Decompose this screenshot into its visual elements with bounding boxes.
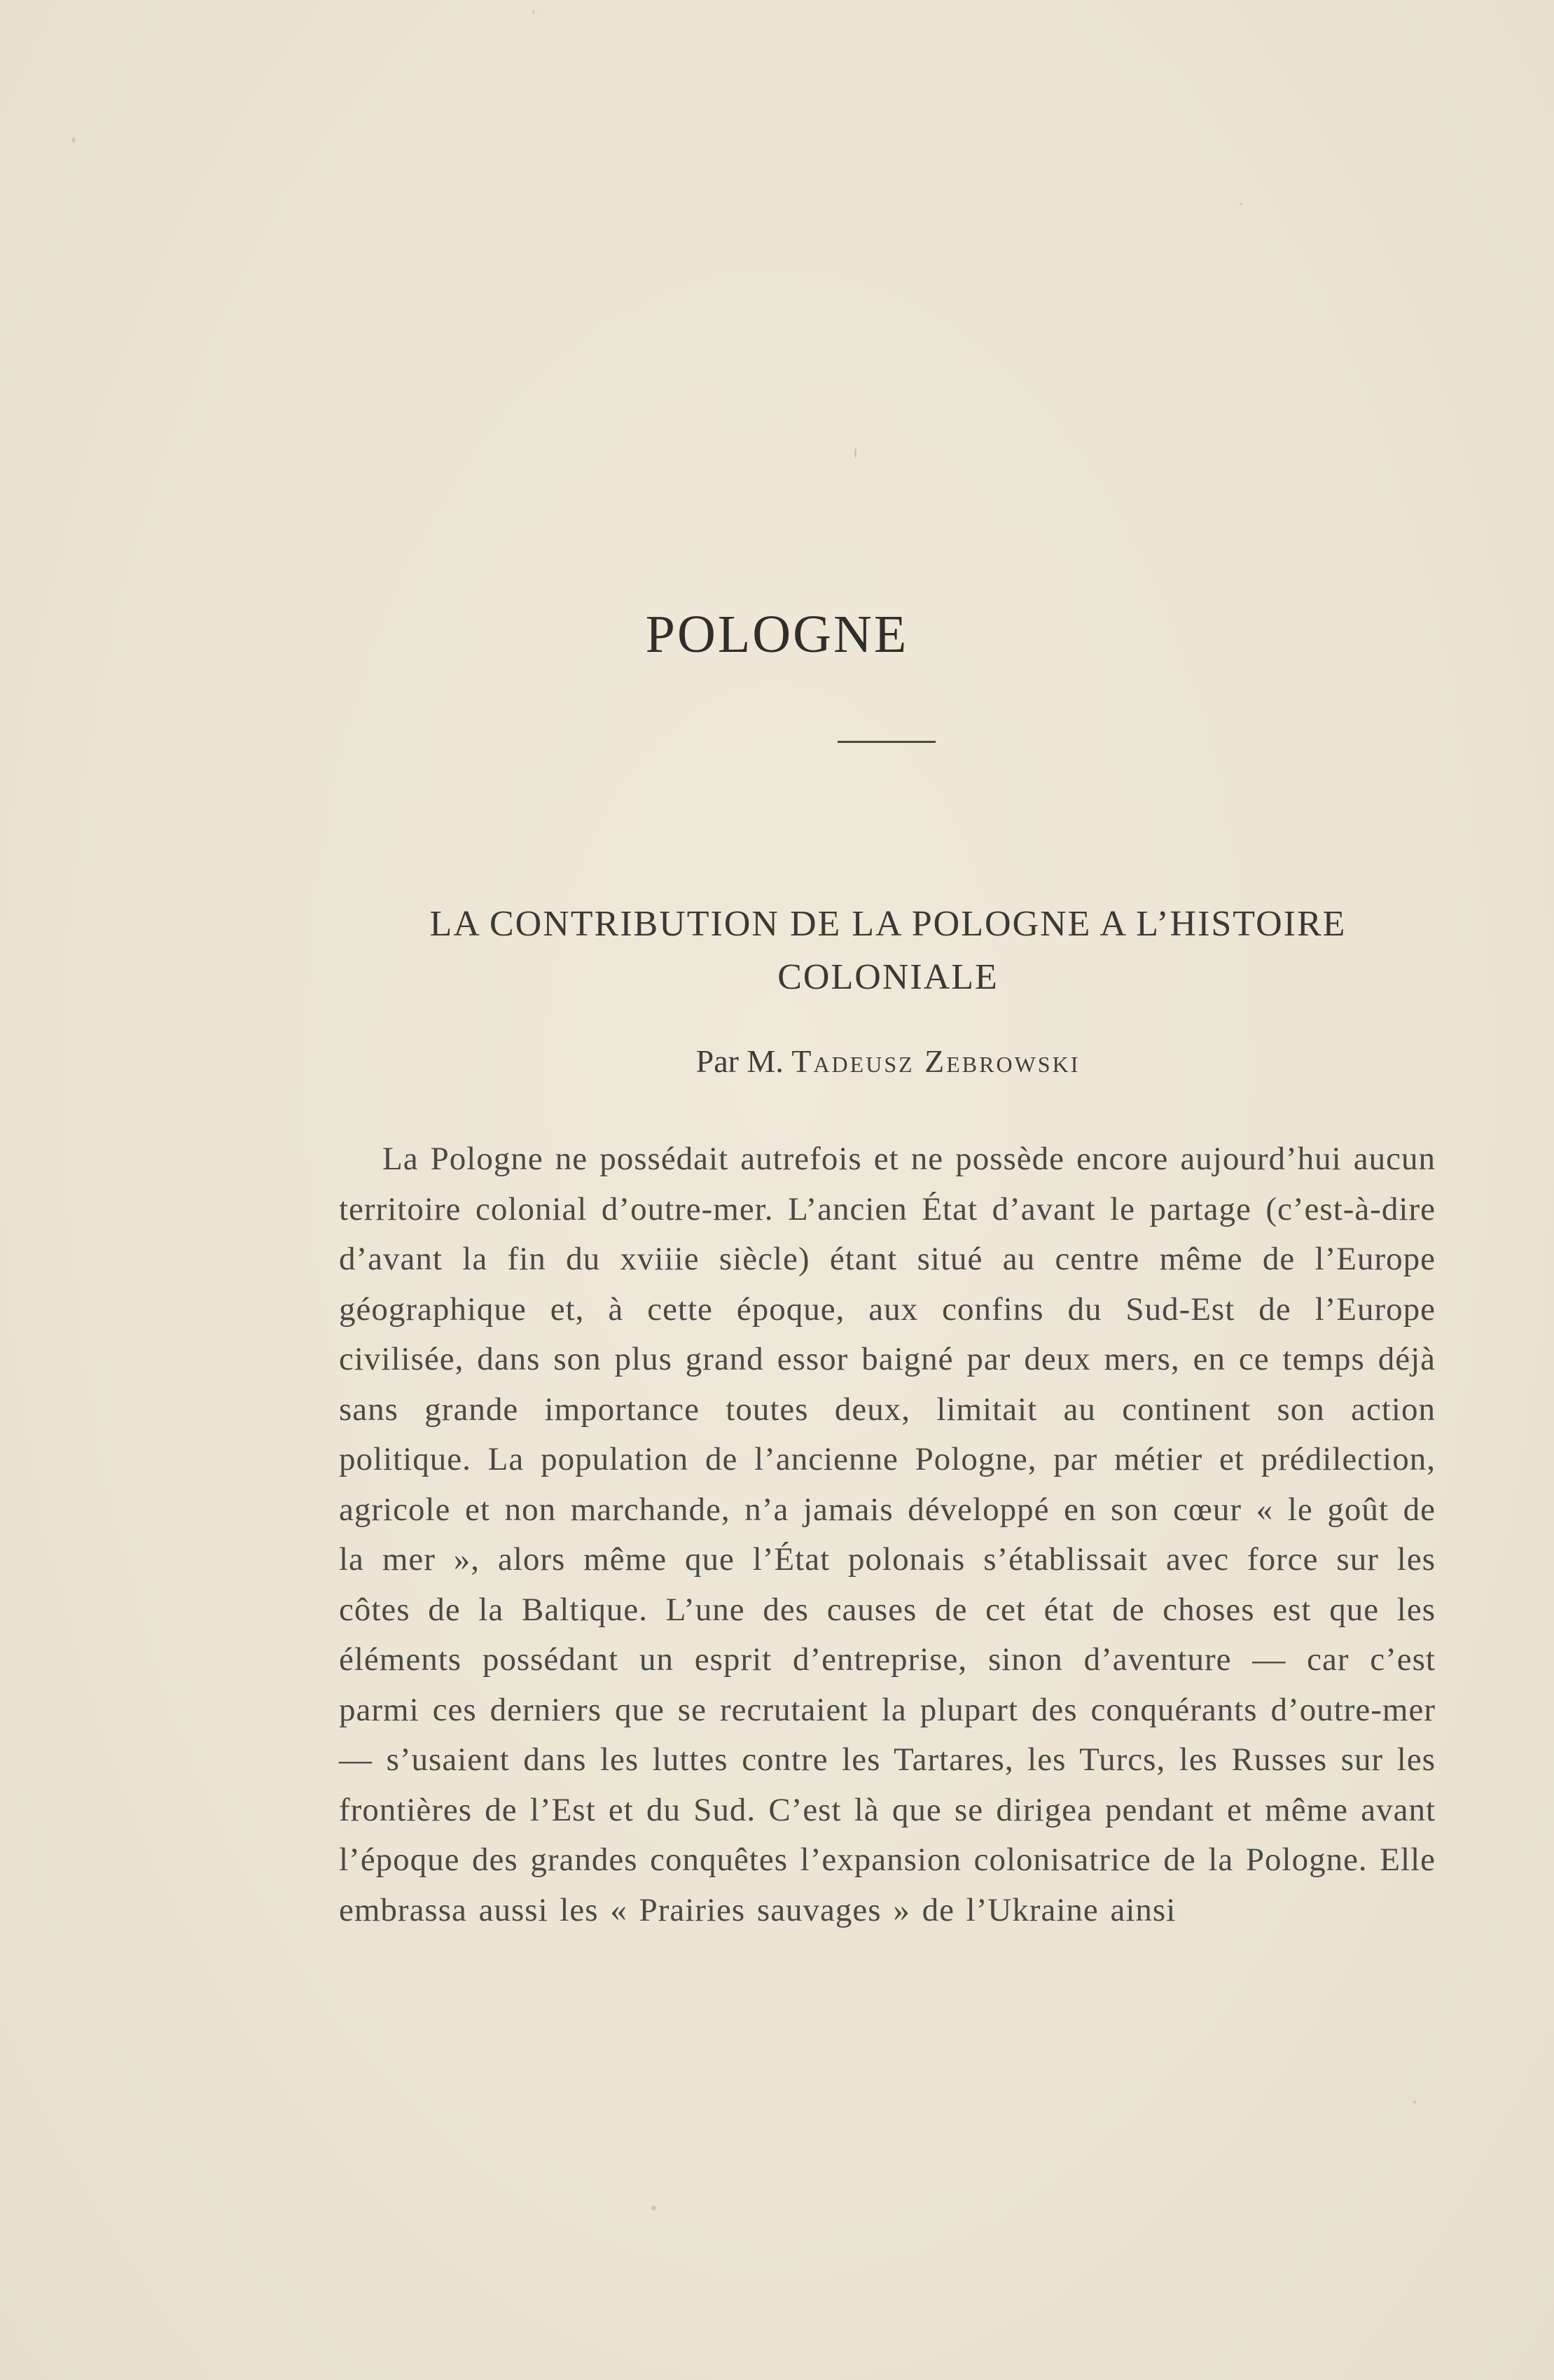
author-byline <box>342 1041 1434 1083</box>
article-subtitle <box>342 898 1434 1004</box>
paper-speck <box>72 137 75 143</box>
author-name: Tadeusz Zebrowski <box>791 1043 1081 1079</box>
subtitle-line: COLONIALE <box>777 957 999 997</box>
paper-speck <box>1240 203 1242 205</box>
paper-speck <box>1413 2101 1416 2103</box>
title-divider <box>838 741 936 743</box>
paper-speck <box>651 2206 656 2211</box>
subtitle-line: LA CONTRIBUTION DE LA POLOGNE A L’HISTOIRE <box>429 904 1347 944</box>
article-body <box>339 1134 1436 1935</box>
author-prefix: Par M. <box>695 1043 784 1079</box>
paper-speck <box>532 10 534 14</box>
page-title: POLOGNE <box>645 605 909 664</box>
paper-speck <box>854 448 856 458</box>
body-paragraph: La Pologne ne possédait autrefois et ne possède encore aujourd’hui aucun territoire colonial d’outre-mer. L’ancien État d’avant le partage (c’est-à-dire d’avant la fin du xviiie siècle) étant situé au centre même de l’Europe géographique et, à cette époque, aux confins du Sud-Est de l’Europe civilisée, dans son plus grand essor baigné par deux mers, en ce temps déjà sans grande importance toutes deux, limitait au continent son action politique. La population de l’ancienne Pologne, par métier et prédilection, agricole et non marchande, n’a jamais développé en son cœur « le goût de la mer », alors même que l’État polonais s’établissait avec force sur les côtes de la Baltique. L’une des causes de cet état de choses est que les éléments possédant un esprit d’entreprise, sinon d’aventure — car c’est parmi ces derniers que se recrutaient la plupart des conquérants d’outre-mer — s’usaient dans les luttes contre les Tartares, les Turcs, les Russes sur les frontières de l’Est et du Sud. C’est là que se dirigea pendant et même avant l’époque des grandes conquêtes l’expansion colonisatrice de la Pologne. Elle embrassa aussi les « Prairies sauvages » de l’Ukraine ainsi <box>339 1141 1436 1928</box>
